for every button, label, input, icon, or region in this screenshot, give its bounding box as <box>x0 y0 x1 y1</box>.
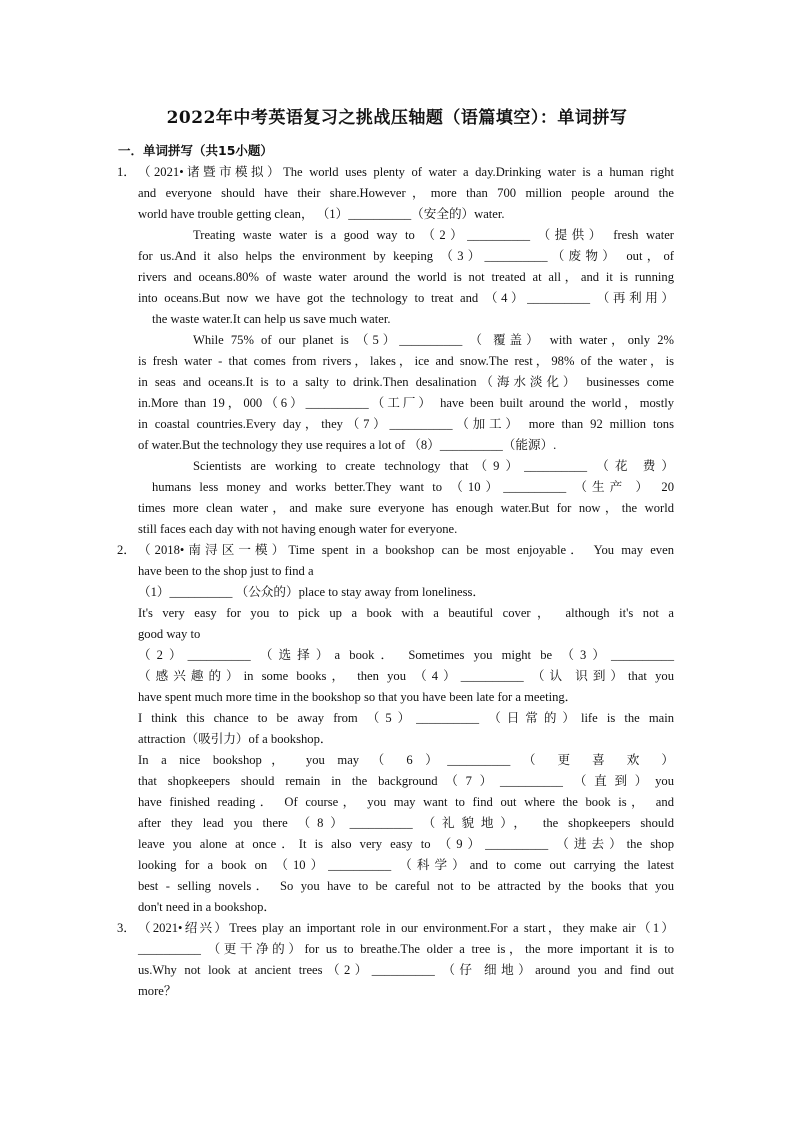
text-line: times more clean water，and make sure everyone has enough water.But for now，the world <box>138 501 674 515</box>
text-line: into oceans.But now we have got the technology to treat and （4）__________ （再利用） <box>138 291 674 305</box>
text-line: Treating waste water is a good way to （2）__________ （提供） fresh water <box>193 228 674 242</box>
text-line: of water.But the technology they use requires a lot of （8）__________（能源）. <box>138 438 557 452</box>
text-line: （1）__________ （公众的）place to stay away from loneliness． <box>138 585 485 599</box>
text-line: don't need in a bookshop． <box>138 900 276 914</box>
text-line: have been to the shop just to find a <box>138 564 314 578</box>
text-line: world have trouble getting clean， （1）__________（安全的）water. <box>138 207 505 221</box>
text-line: for us.And it also helps the environment by keeping （3）__________（废物） out，of <box>138 249 674 263</box>
text-line: （感兴趣的）in some books， then you （4）__________ （认 识到）that you <box>138 669 674 683</box>
text-line: leave you alone at once．It is also very easy to （9）__________ （进去）the shop <box>138 837 674 851</box>
page-title: 2022年中考英语复习之挑战压轴题（语篇填空）：单词拼写 <box>166 108 628 128</box>
text-line: humans less money and works better.They want to （10）__________ （生产 ） 20 <box>152 480 674 494</box>
text-line: in seas and oceans.It is to a salty to drink.Then desalination（海水淡化） businesses come <box>138 375 674 389</box>
text-line: （2021•绍兴）Trees play an important role in our environment.For a start，they make air（1） <box>138 921 674 935</box>
text-line: us.Why not look at ancient trees（2）__________ （仔 细地）around you and find out <box>138 963 674 977</box>
text-line: looking for a book on （10）__________ （科学）and to come out carrying the latest <box>138 858 674 872</box>
text-line: I think this chance to be away from （5）__________ （日常的）life is the main <box>138 711 674 725</box>
text-line: （2018•南浔区一模）Time spent in a bookshop can be most enjoyable． You may even <box>138 543 674 557</box>
text-line: still faces each day with not having enough water for everyone. <box>138 522 458 536</box>
text-line: in.More than 19，000（6）__________（工厂） have been built around the world，mostly <box>138 396 674 410</box>
text-line: （2）__________ （选择）a book． Sometimes you might be （3）__________ <box>138 648 674 662</box>
question-number-2: 2． <box>117 543 136 557</box>
text-line: Scientists are working to create technology that（9）__________ （花 费） <box>193 459 674 473</box>
text-line: the waste water.It can help us save much water. <box>152 312 391 326</box>
text-line: good way to <box>138 627 201 641</box>
text-line: （2021•诸暨市模拟）The world uses plenty of water a day.Drinking water is a human right <box>138 165 674 179</box>
text-line: more？ <box>138 984 177 998</box>
text-line: attraction（吸引力）of a bookshop． <box>138 732 333 746</box>
text-line: is fresh water - that comes from rivers，lakes，ice and snow.The rest，98% of the water，is <box>138 354 674 368</box>
text-line: rivers and oceans.80% of waste water around the world is not treated at all，and it is running <box>138 270 674 284</box>
text-line: have spent much more time in the bookshop so that you have been late for a meeting． <box>138 690 578 704</box>
text-line: In a nice bookshop， you may （ 6 ）__________ （ 更 喜 欢 ） <box>138 753 674 767</box>
text-line: While 75% of our planet is （5）__________ （ 覆盖） with water，only 2% <box>193 333 674 347</box>
question-number-1: 1． <box>117 165 136 179</box>
text-line: and everyone should have their share.However，more than 700 million people around the <box>138 186 674 200</box>
question-number-3: 3． <box>117 921 136 935</box>
text-line: after they lead you there （8）__________ （礼貌地）， the shopkeepers should <box>138 816 674 830</box>
text-line: in coastal countries.Every day，they（7）__________（加工） more than 92 million tons <box>138 417 674 431</box>
text-line: __________ （更干净的）for us to breathe.The older a tree is，the more important it is to <box>138 942 674 956</box>
text-line: that shopkeepers should remain in the background（7）__________ （直到）you <box>138 774 674 788</box>
text-line: best - selling novels． So you have to be careful not to be attracted by the books that you <box>138 879 674 893</box>
section-heading: 一．单词拼写（共15小题） <box>118 143 273 158</box>
text-line: It's very easy for you to pick up a book with a beautiful cover， although it's not a <box>138 606 674 620</box>
text-line: have finished reading． Of course， you may want to find out where the book is， and <box>138 795 674 809</box>
